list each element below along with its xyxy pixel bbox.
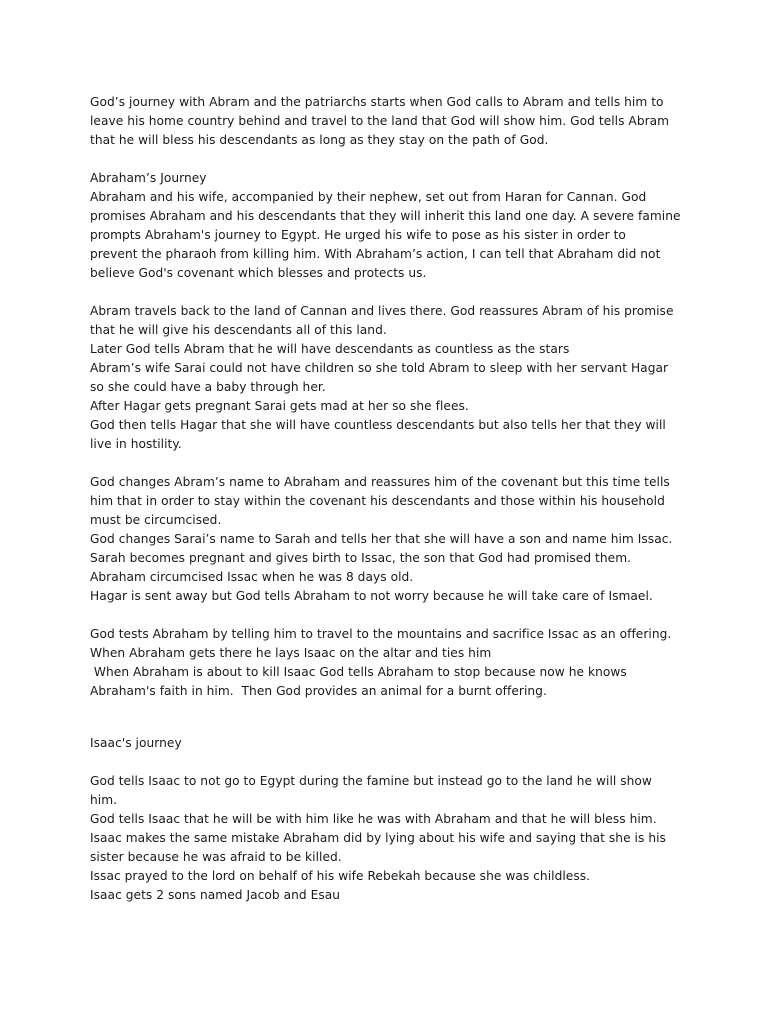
text-line: Sarah becomes pregnant and gives birth to Issac, the son that God had promised them. <box>90 551 632 565</box>
text-line: God changes Sarai’s name to Sarah and tells her that she will have a son and name him Issac. <box>90 532 673 546</box>
text-line: Isaac makes the same mistake Abraham did by lying about his wife and saying that she is his <box>90 831 666 845</box>
document-page <box>90 93 690 905</box>
text-line: believe God's covenant which blesses and protects us. <box>90 266 427 280</box>
abraham-paragraph-4 <box>90 625 690 701</box>
abraham-paragraph-1 <box>90 188 690 283</box>
isaac-paragraph-1 <box>90 772 690 905</box>
text-line: sister because he was afraid to be killed. <box>90 850 342 864</box>
paragraph-gap <box>90 606 690 625</box>
text-line: Hagar is sent away but God tells Abraham to not worry because he will take care of Ismael. <box>90 589 653 603</box>
text-line: live in hostility. <box>90 437 182 451</box>
text-line: God tests Abraham by telling him to travel to the mountains and sacrifice Issac as an offering. <box>90 627 672 641</box>
text-line: Issac prayed to the lord on behalf of his wife Rebekah because she was childless. <box>90 869 591 883</box>
text-line: prompts Abraham's journey to Egypt. He urged his wife to pose as his sister in order to <box>90 228 626 242</box>
text-line: him that in order to stay within the covenant his descendants and those within his household <box>90 494 665 508</box>
text-line: promises Abraham and his descendants that they will inherit this land one day. A severe famine <box>90 209 681 223</box>
section-gap <box>90 701 690 734</box>
text-line: When Abraham is about to kill Isaac God tells Abraham to stop because now he knows <box>90 665 627 679</box>
paragraph-gap <box>90 753 690 772</box>
text-line: God changes Abram’s name to Abraham and reassures him of the covenant but this time tells <box>90 475 670 489</box>
text-line: that he will bless his descendants as long as they stay on the path of God. <box>90 133 549 147</box>
text-line: Abraham and his wife, accompanied by their nephew, set out from Haran for Cannan. God <box>90 190 647 204</box>
section-heading-isaac: Isaac's journey <box>90 736 182 750</box>
text-line: Abraham's faith in him. Then God provides an animal for a burnt offering. <box>90 684 547 698</box>
text-line: Abram travels back to the land of Cannan and lives there. God reassures Abram of his promise <box>90 304 674 318</box>
paragraph-gap <box>90 150 690 169</box>
text-line: God’s journey with Abram and the patriarchs starts when God calls to Abram and tells him to <box>90 95 664 109</box>
paragraph-gap <box>90 283 690 302</box>
text-line: After Hagar gets pregnant Sarai gets mad at her so she flees. <box>90 399 469 413</box>
text-line: God tells Isaac that he will be with him like he was with Abraham and that he will bless him. <box>90 812 657 826</box>
text-line: Abraham circumcised Issac when he was 8 days old. <box>90 570 414 584</box>
text-line: that he will give his descendants all of this land. <box>90 323 387 337</box>
text-line: God tells Isaac to not go to Egypt during the famine but instead go to the land he will show <box>90 774 652 788</box>
text-line: Isaac gets 2 sons named Jacob and Esau <box>90 888 341 902</box>
isaac-section <box>90 734 690 905</box>
text-line: When Abraham gets there he lays Isaac on the altar and ties him <box>90 646 492 660</box>
section-heading-abraham: Abraham’s Journey <box>90 171 207 185</box>
text-line: prevent the pharaoh from killing him. With Abraham’s action, I can tell that Abraham did not <box>90 247 661 261</box>
abraham-paragraph-3 <box>90 473 690 606</box>
text-line: must be circumcised. <box>90 513 222 527</box>
abraham-section <box>90 169 690 701</box>
text-line: him. <box>90 793 118 807</box>
text-line: leave his home country behind and travel to the land that God will show him. God tells Abram <box>90 114 670 128</box>
abraham-paragraph-2 <box>90 302 690 454</box>
paragraph-gap <box>90 454 690 473</box>
text-line: so she could have a baby through her. <box>90 380 326 394</box>
text-line: Later God tells Abram that he will have descendants as countless as the stars <box>90 342 570 356</box>
text-line: Abram’s wife Sarai could not have children so she told Abram to sleep with her servant Hagar <box>90 361 669 375</box>
text-line: God then tells Hagar that she will have countless descendants but also tells her that they will <box>90 418 666 432</box>
intro-paragraph <box>90 93 690 150</box>
